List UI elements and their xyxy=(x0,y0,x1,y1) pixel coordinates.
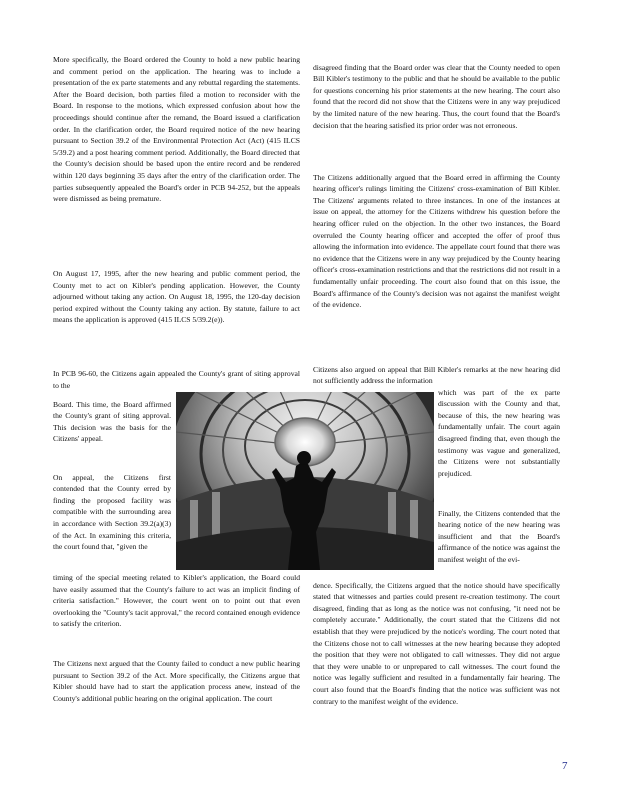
page-number: 7 xyxy=(562,760,568,772)
left-paragraph-3-wrap: Board. This time, the Board affirmed the County's grant of siting approval. This decision was the basis for the Citizens' appeal. xyxy=(53,399,171,444)
left-paragraph-1: More specifically, the Board ordered the County to hold a new public hearing and comment period on the application. The hearing was to include a presentation of the ex parte statements and any rebuttal regarding the statements. After the Board decision, both parties filed a motion to reconsider with the Board. In response to the motions, which expressed confusion about how the proceedings should continue after the remand, the Board issued a clarification order. In the clarification order, the Board required notice of the new hearing pursuant to Section 39.2 of the Environmental Protection Act (Act) (415 ILCS 5/39.2) and a post hearing comment period. Additionally, the Board directed that the County's decision should be based upon the entire record and be rendered within 120 days beginning 35 days after the entry of the clarification order. The parties subsequently appealed the Board's order in PCB 94-252, but the appeals were dismissed as being premature. xyxy=(53,55,300,204)
right-paragraph-1: disagreed finding that the Board order was clear that the County needed to open Bill Kibler's testimony to the public and that he should be available to the public for questions concerning his prior statements at the new hearing. The court also found that the record did not show that the Citizens were in any way prejudiced by the limited nature of the new hearing. Thus, the court found that the Board's decision that the hearing satisfied its prior order was not erroneous. xyxy=(313,62,560,130)
left-paragraph-4-full: timing of the special meeting related to Kibler's application, the Board could have easily assumed that the County's failure to act was an implicit finding of criteria satisfaction." However, the court went on to point out that even overlooking the "County's tacit approval," the record contained enough evidence to satisfy the criterion. xyxy=(53,573,300,629)
right-paragraph-4-wrap: Finally, the Citizens contended that the hearing notice of the new hearing was insufficient and that the Board's affirmance of the notice was against the manifest weight of the evi- xyxy=(438,508,560,564)
left-paragraph-4-wrap: On appeal, the Citizens first contended that the County erred by finding the proposed facility was compatible with the surrounding area in accordance with Section 39.2(a)(3) of the Act. In examining this criteria, the court found that, "given the xyxy=(53,472,171,552)
right-paragraph-2: The Citizens additionally argued that the Board erred in affirming the County hearing officer's rulings limiting the Citizens' cross-examination of Bill Kibler. The Citizens' arguments related to three instances. In one of the instances at issue on appeal, the attorney for the Citizens withdrew his question before the hearing officer ruled on the objection. In the other two instances, the Board overruled the County hearing officer and accepted the offer of proof thus allowing the information into evidence. The appellate court found that there was no evidence that the Citizens were in any way prejudiced by the County hearing officer's cross-examination restrictions and that the restrictions did not result in a fundamentally unfair proceeding. The court also found that on this issue, the Board's affirmance of the County's decision was not against the manifest weight of the evidence. xyxy=(313,172,560,310)
left-paragraph-3-top: In PCB 96-60, the Citizens again appealed the County's grant of siting approval to the xyxy=(53,369,300,390)
capitol-dome-statue-photo xyxy=(176,392,434,570)
right-paragraph-3-top: Citizens also argued on appeal that Bill Kibler's remarks at the new hearing did not sufficiently address the information xyxy=(313,364,560,386)
right-paragraph-3-wrap: which was part of the ex parte discussion with the County and that, because of this, the new hearing was fundamentally unfair. The court again disagreed finding that, even though the testimony was vague and generalized, the Citizens were not substantially prejudiced. xyxy=(438,387,560,478)
left-paragraph-2: On August 17, 1995, after the new hearing and public comment period, the County met to act on Kibler's pending application. However, the County adjourned without taking any action. On August 18, 1995, the 120-day decision period expired without the County taking any action. By statute, failure to act means the application is approved (415 ILCS 5/39.2(e)). xyxy=(53,269,300,325)
dome-illustration xyxy=(176,392,434,570)
left-paragraph-5: The Citizens next argued that the County failed to conduct a new public hearing pursuant to Section 39.2 of the Act. More specifically, the Citizens argue that Kibler should have had to start the application process anew, instead of the County's additional public hearing on the original application. The court xyxy=(53,659,300,703)
right-paragraph-4-full: dence. Specifically, the Citizens argued that the notice should have specifically stated that witnesses and parties could present re-creation testimony. The court disagreed, finding that as long as the notice was not confusing, "it need not be completely accurate." Additionally, the court stated that the Citizens did not establish that they were prejudiced by the notice's wording. The court noted that the Citizens chose not to call witnesses at the new hearing because they adopted the position that they were not obligated to call witnesses. They did not argue that they were unable to or unprepared to call witnesses. The court found the notice was legally sufficient and resulted in a fundamentally fair hearing. The court also found that the Board's finding that the notice was sufficient was not contrary to the manifest weight of the evidence. xyxy=(313,580,560,706)
